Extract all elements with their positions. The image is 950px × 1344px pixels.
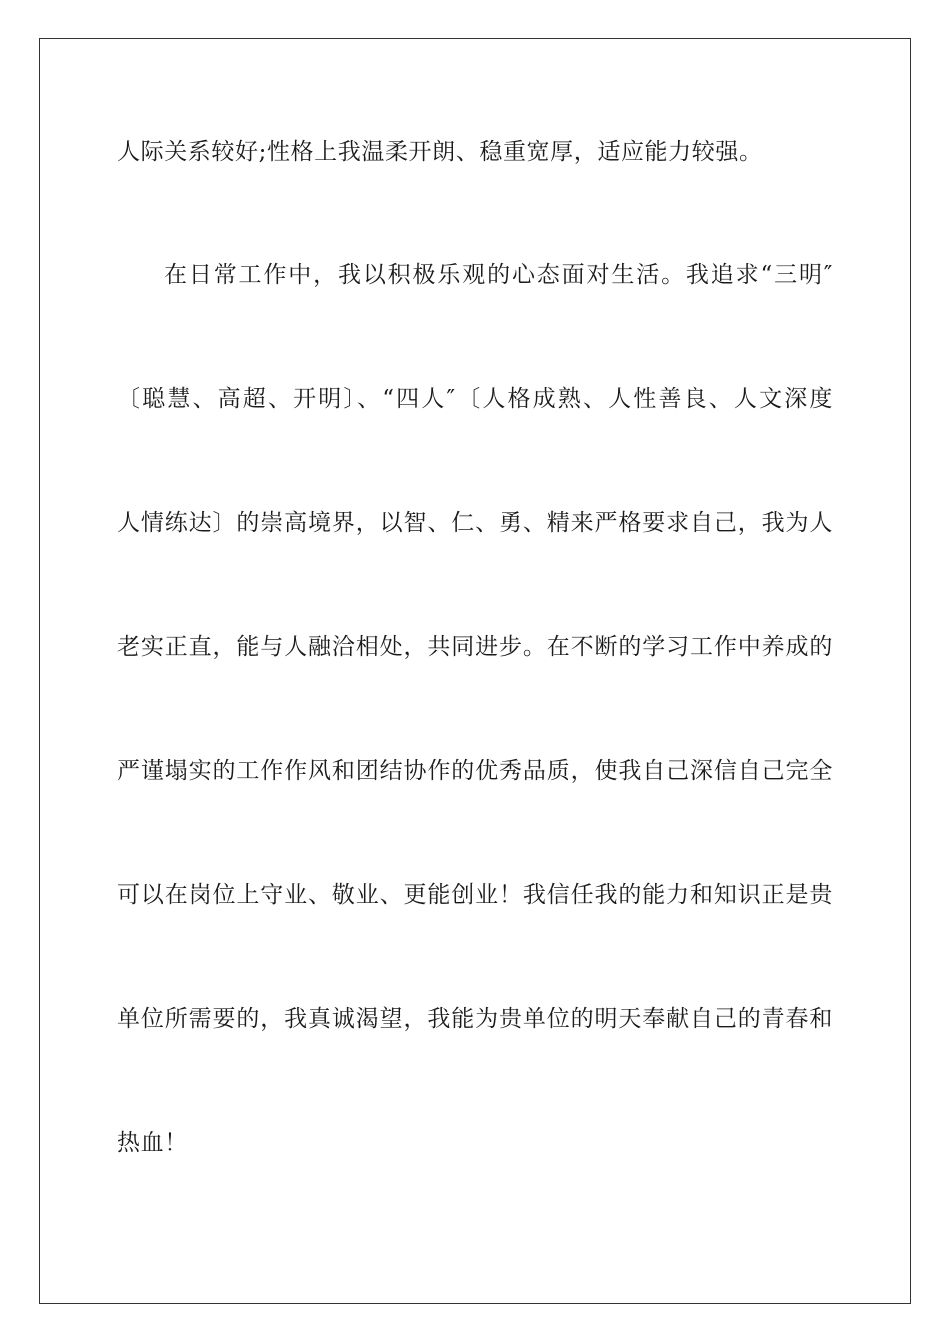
- page-border: [39, 38, 911, 1304]
- text-line-9: 热血！: [117, 1130, 188, 1156]
- paragraph-start-line: 在日常工作中，我以积极乐观的心态面对生活。我追求“三明″: [164, 262, 833, 288]
- text-line-4: 人情练达〕的崇高境界，以智、仁、勇、精来严格要求自己，我为人: [117, 510, 833, 536]
- text-line-8: 单位所需要的，我真诚渴望，我能为贵单位的明天奉献自己的青春和: [117, 1006, 833, 1032]
- text-line-1: 人际关系较好;性格上我温柔开朗、稳重宽厚，适应能力较强。: [117, 139, 763, 165]
- text-line-3: 〔聪慧、高超、开明〕、“四人″〔人格成熟、人性善良、人文深度: [117, 386, 833, 412]
- text-line-6: 严谨塌实的工作作风和团结协作的优秀品质，使我自己深信自己完全: [117, 758, 833, 784]
- text-line-5: 老实正直，能与人融洽相处，共同进步。在不断的学习工作中养成的: [117, 634, 833, 660]
- text-line-7: 可以在岗位上守业、敬业、更能创业！我信任我的能力和知识正是贵: [117, 882, 833, 908]
